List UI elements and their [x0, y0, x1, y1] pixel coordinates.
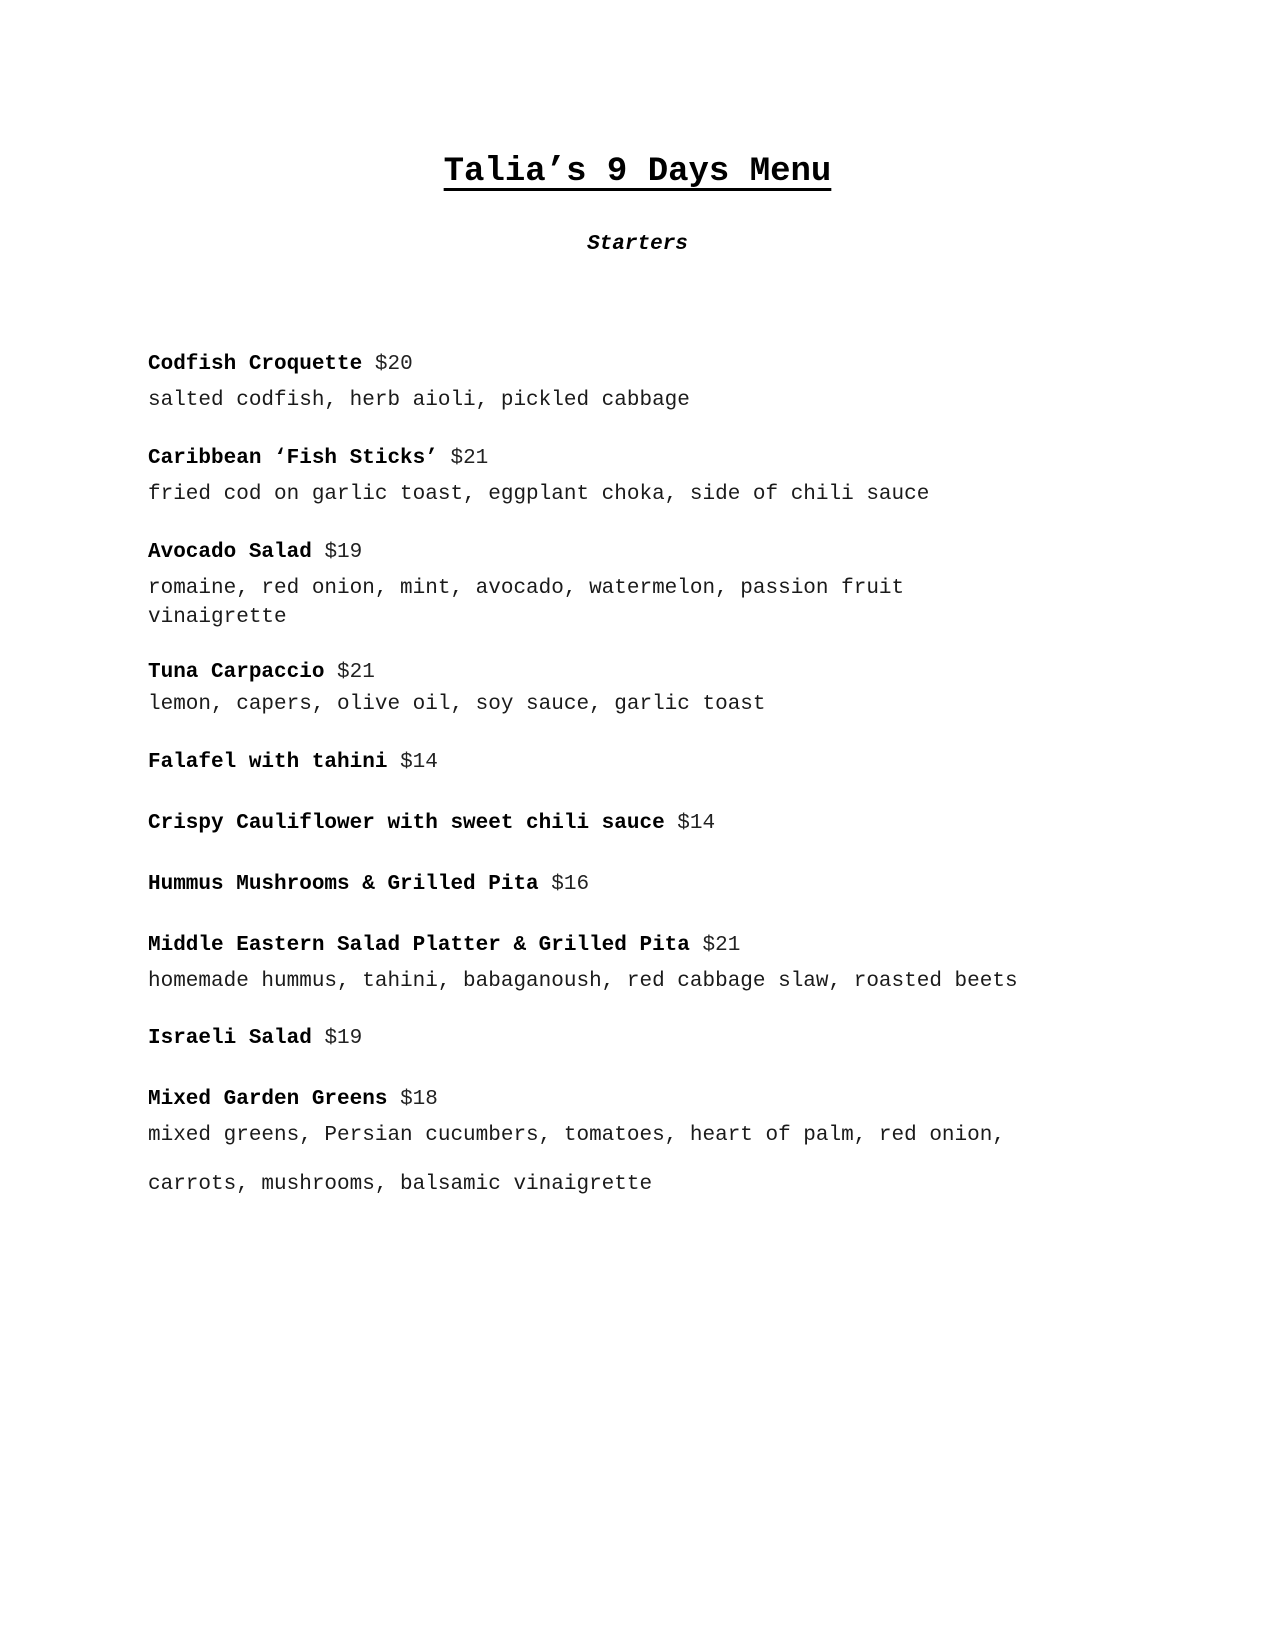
- item-price: $18: [400, 1088, 438, 1111]
- item-name: Israeli Salad: [148, 1027, 312, 1050]
- item-name: Hummus Mushrooms & Grilled Pita: [148, 873, 539, 896]
- menu-item-caribbean-fish-sticks: [148, 446, 1148, 509]
- item-price: $16: [551, 873, 590, 896]
- item-name: Falafel with tahini: [148, 751, 388, 774]
- item-price: $21: [450, 447, 489, 470]
- item-name: Mixed Garden Greens: [148, 1088, 388, 1111]
- item-description: lemon, capers, olive oil, soy sauce, garlic toast: [148, 693, 766, 716]
- item-description: romaine, red onion, mint, avocado, watermelon, passion fruit vinaigrette: [148, 577, 905, 629]
- menu-item-middle-eastern-platter: [148, 933, 1148, 996]
- menu-item-crispy-cauliflower: [148, 811, 1148, 837]
- item-price: $21: [337, 661, 375, 684]
- menu-title-text: Talia’s 9 Days Menu: [443, 153, 832, 191]
- menu-item-falafel: [148, 750, 1148, 776]
- menu-item-codfish-croquette: [148, 352, 1148, 415]
- item-name: Tuna Carpaccio: [148, 661, 325, 684]
- menu-item-avocado-salad: [148, 540, 1148, 632]
- item-description: homemade hummus, tahini, babaganoush, red cabbage slaw, roasted beets: [148, 970, 1018, 993]
- menu-item-mixed-garden-greens: [148, 1087, 1148, 1199]
- item-description: salted codfish, herb aioli, pickled cabbage: [148, 389, 690, 412]
- item-name: Codfish Croquette: [148, 353, 363, 376]
- section-heading-starters: Starters: [587, 233, 688, 256]
- item-name: Caribbean ‘Fish Sticks’: [148, 447, 438, 470]
- menu-item-tuna-carpaccio: [148, 660, 1148, 719]
- item-description-continued: carrots, mushrooms, balsamic vinaigrette: [148, 1173, 653, 1196]
- item-name: Middle Eastern Salad Platter & Grilled Pita: [148, 934, 690, 957]
- item-price: $14: [400, 751, 438, 774]
- item-name: Crispy Cauliflower with sweet chili sauce: [148, 812, 665, 835]
- menu-title: [0, 152, 1275, 192]
- item-name: Avocado Salad: [148, 541, 312, 564]
- item-price: $20: [374, 353, 413, 376]
- item-price: $19: [324, 1027, 363, 1050]
- item-description: mixed greens, Persian cucumbers, tomatoes, heart of palm, red onion,: [148, 1124, 1005, 1147]
- item-price: $19: [324, 541, 363, 564]
- item-price: $21: [702, 934, 741, 957]
- item-description: fried cod on garlic toast, eggplant choka, side of chili sauce: [148, 483, 930, 506]
- menu-item-hummus-mushrooms: [148, 872, 1148, 898]
- item-price: $14: [677, 812, 716, 835]
- menu-item-israeli-salad: [148, 1026, 1148, 1052]
